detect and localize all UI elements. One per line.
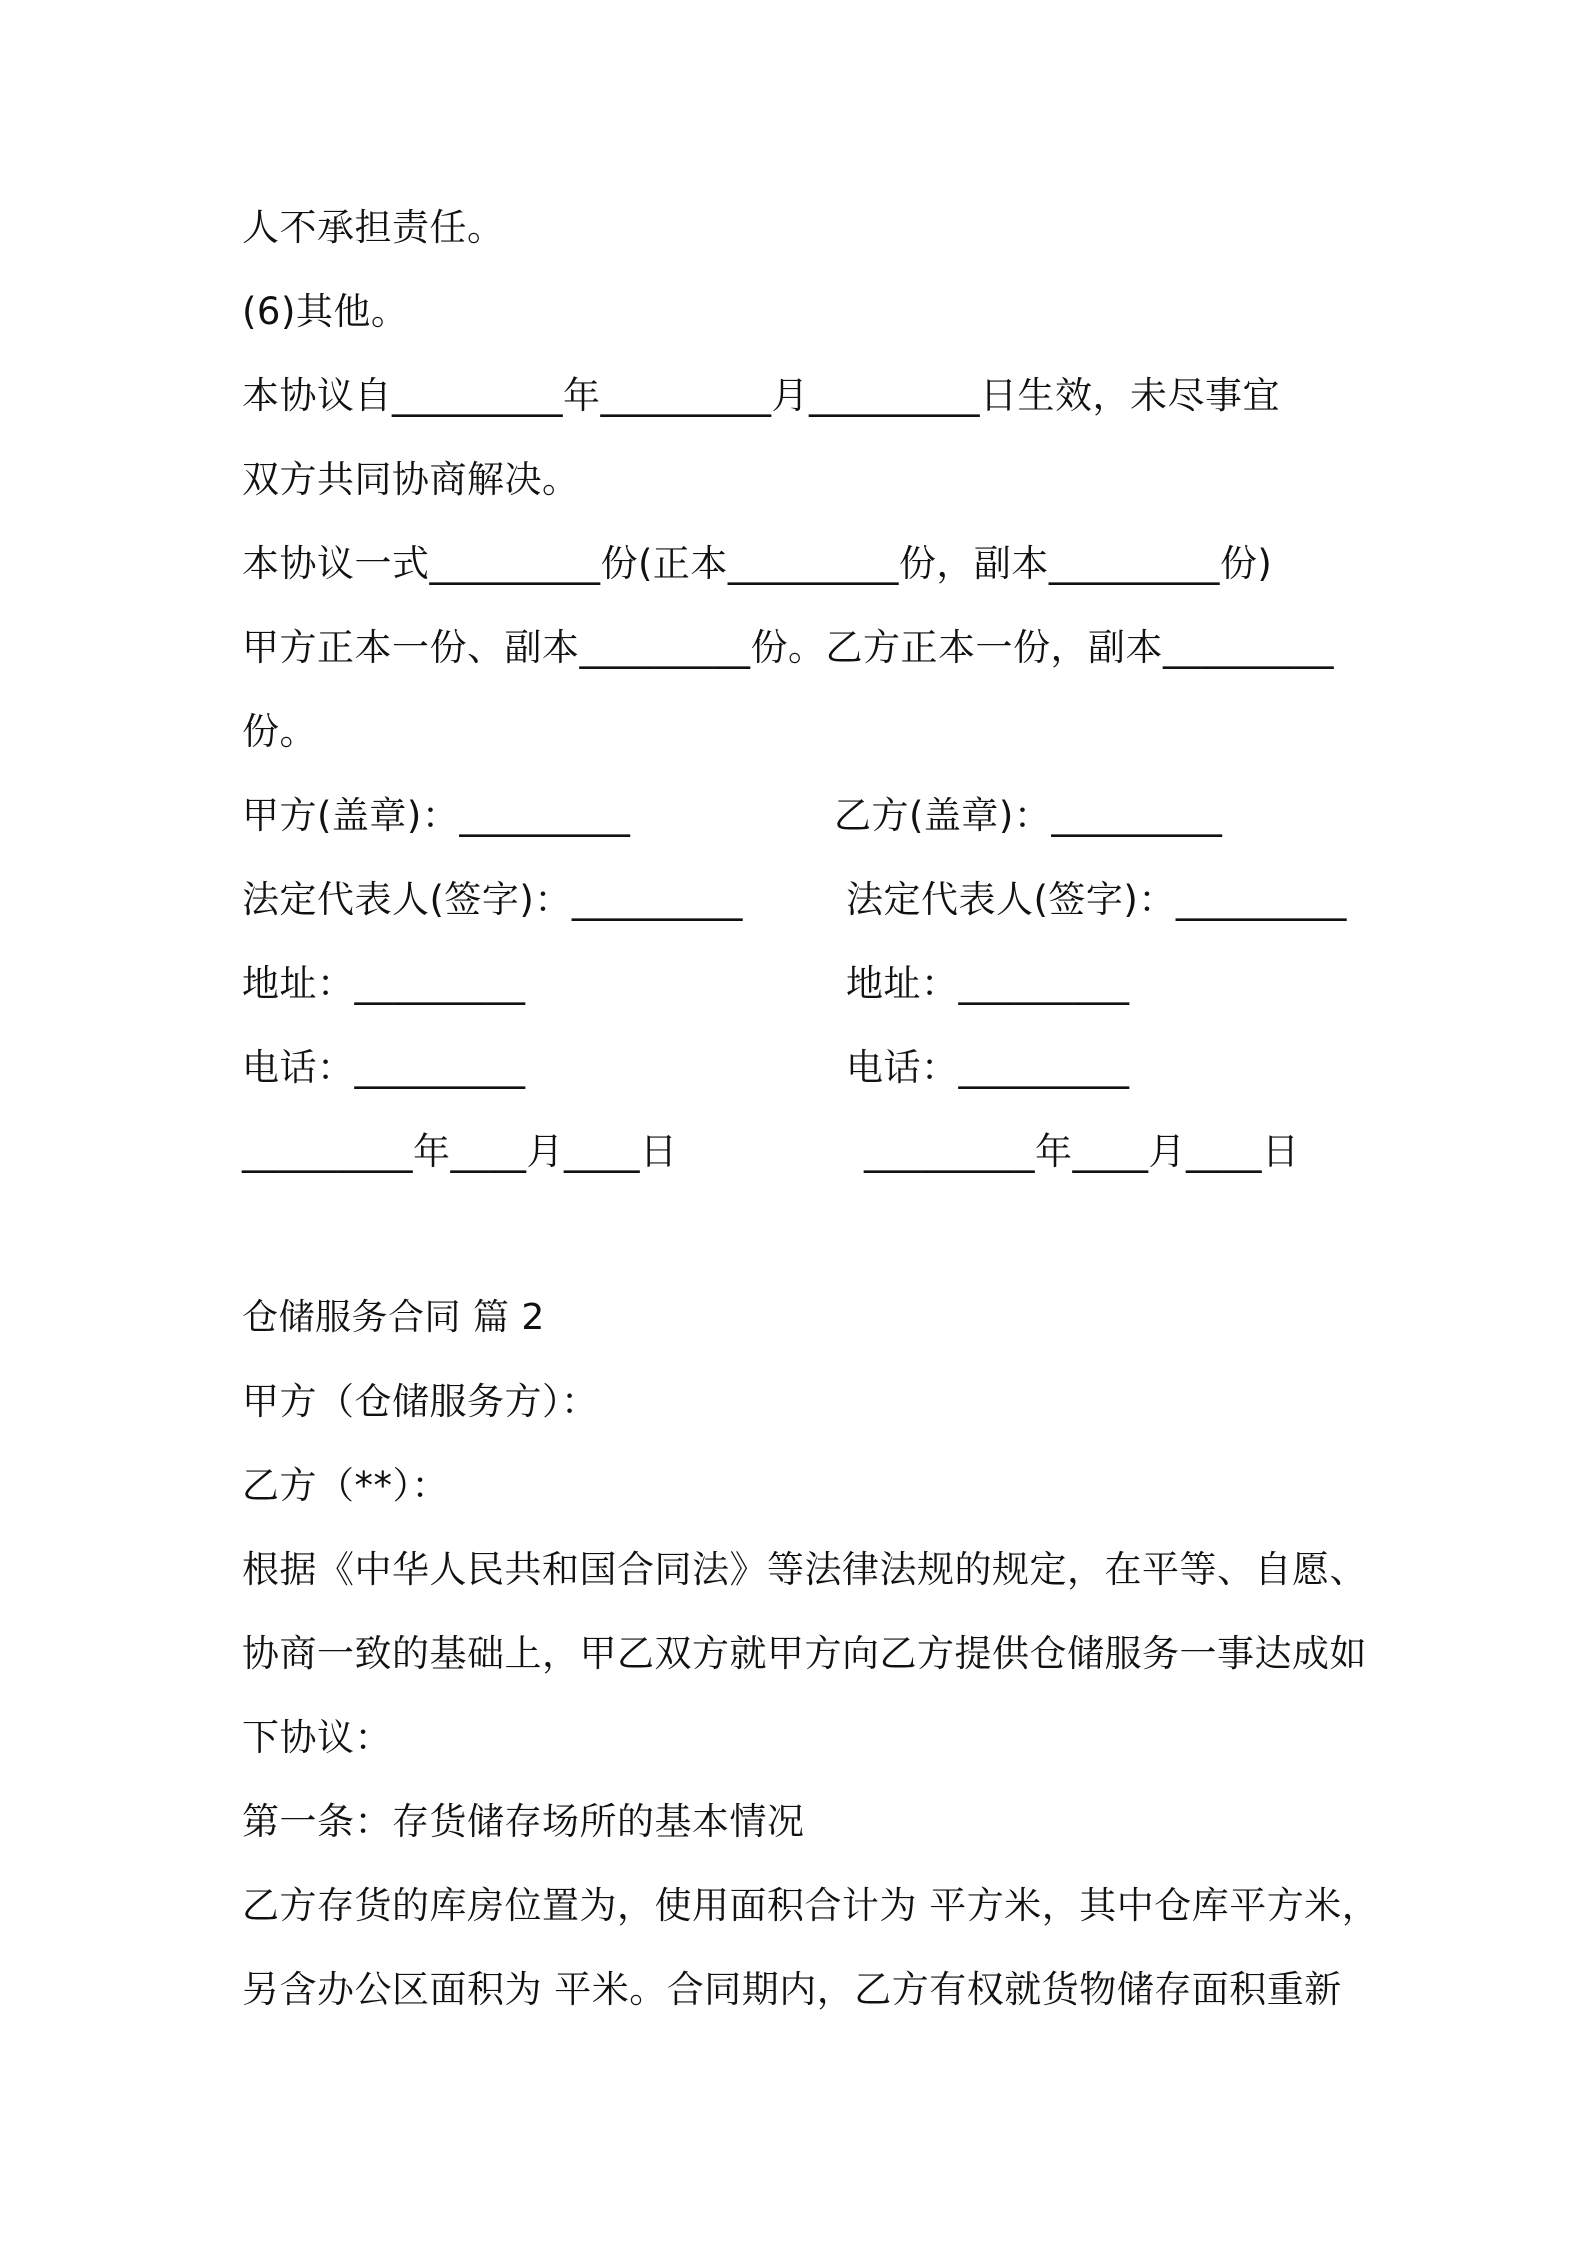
text-line: 甲方正本一份、副本_________份。乙方正本一份，副本_________ — [242, 626, 1334, 669]
text-line: 双方共同协商解决。 — [242, 458, 580, 501]
party-b-phone: 电话：_________ — [846, 1046, 1130, 1089]
party-b-representative: 法定代表人(签字)：_________ — [846, 878, 1347, 921]
paragraph-line: 协商一致的基础上，甲乙双方就甲方向乙方提供仓储服务一事达成如 — [242, 1632, 1367, 1675]
contract-party-a: 甲方（仓储服务方）： — [242, 1380, 599, 1423]
paragraph-line: 另含办公区面积为 平米。合同期内，乙方有权就货物储存面积重新 — [242, 1968, 1342, 2011]
paragraph-line: 根据《中华人民共和国合同法》等法律法规的规定，在平等、自愿、 — [242, 1548, 1367, 1591]
party-b-date: _________年____月____日 — [864, 1130, 1300, 1173]
party-a-address: 地址：_________ — [242, 962, 526, 1005]
party-a-representative: 法定代表人(签字)：_________ — [242, 878, 743, 921]
text-line: 份。 — [242, 710, 317, 753]
text-line: 本协议一式_________份(正本_________份，副本_________份) — [242, 542, 1273, 585]
party-a-phone: 电话：_________ — [242, 1046, 526, 1089]
text-line: (6)其他。 — [242, 290, 409, 333]
party-b-seal: 乙方(盖章)：_________ — [834, 794, 1223, 837]
paragraph-line: 下协议： — [242, 1716, 392, 1759]
contract-title: 仓储服务合同 篇 2 — [242, 1297, 545, 1338]
text-line: 人不承担责任。 — [242, 206, 505, 249]
party-a-date: _________年____月____日 — [242, 1130, 678, 1173]
party-b-address: 地址：_________ — [846, 962, 1130, 1005]
article-title: 第一条：存货储存场所的基本情况 — [242, 1800, 805, 1843]
party-a-seal: 甲方(盖章)：_________ — [242, 794, 631, 837]
text-line: 本协议自_________年_________月_________日生效，未尽事宜 — [242, 374, 1280, 417]
paragraph-line: 乙方存货的库房位置为，使用面积合计为 平方米，其中仓库平方米， — [242, 1884, 1380, 1927]
contract-party-b: 乙方（**）： — [242, 1464, 449, 1507]
